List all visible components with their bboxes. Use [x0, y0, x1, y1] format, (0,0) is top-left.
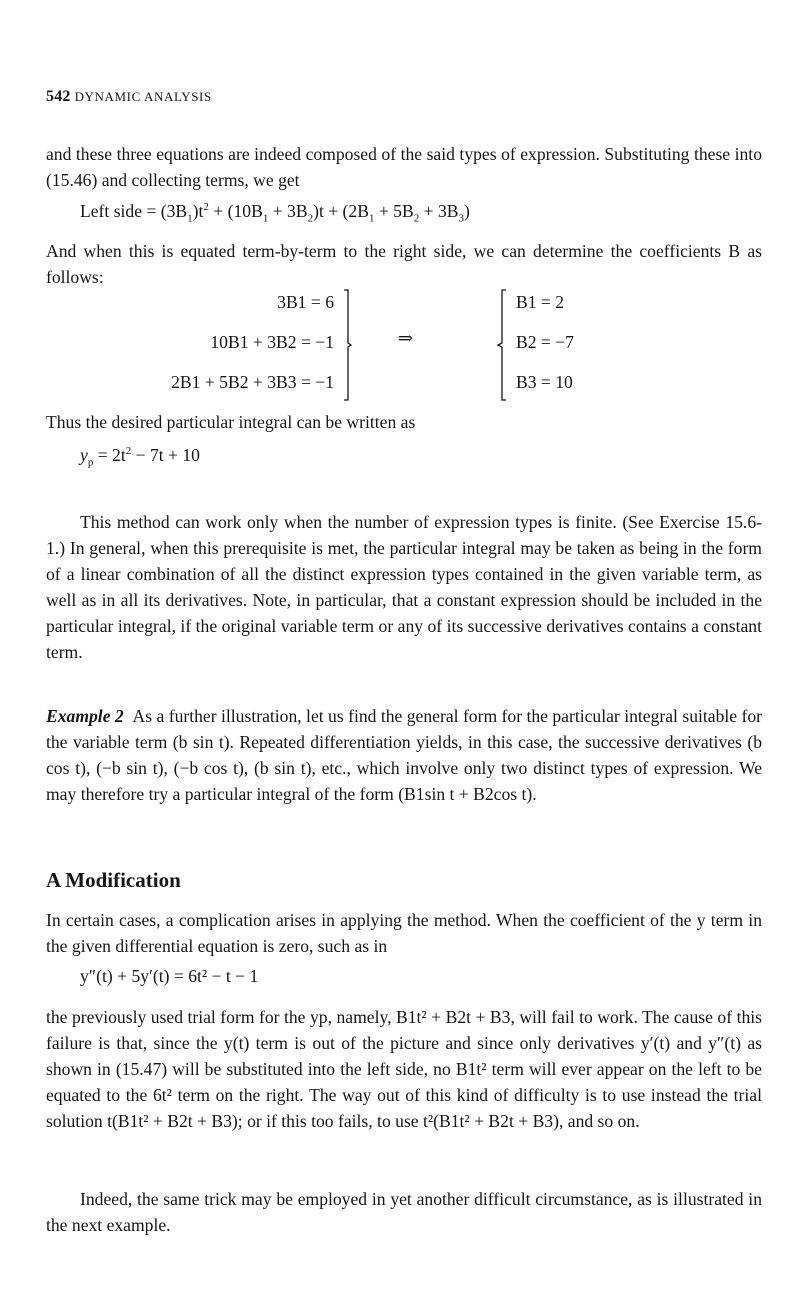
paragraph-4: This method can work only when the number of expression types is finite. (See Exercise 15.6-1.) In general, when this prerequisite is met, the particular integral may be taken as being in the form of a linear combination of all the distinct expression types contained in the given variable term, as well as in all its derivatives. Note, in particular, that a constant expression should be included in the particular integral, if the original variable term or any of its successive derivatives contains a constant term. — [46, 512, 762, 662]
system-right-row-3: B3 = 10 — [516, 372, 573, 392]
system-right-row-1: B1 = 2 — [516, 292, 565, 312]
equation-ode: y″(t) + 5y′(t) = 6t² − t − 1 — [80, 966, 259, 986]
system-left-row-1: 3B1 = 6 — [277, 292, 334, 312]
example-2-label: Example 2 — [46, 706, 124, 726]
section-heading: A Modification — [46, 868, 181, 892]
equation-yp: $y_p = 2t^2 - 7t + 10$ — [80, 445, 200, 469]
paragraph-1: and these three equations are indeed composed of the said types of expression. Substituting these into (15.46) and collecting terms, we get — [46, 144, 762, 190]
paragraph-6: the previously used trial form for the yp, namely, B1t² + B2t + B3, will fail to work. The cause of this failure is that, since the y(t) term is out of the picture and since only derivatives y′(t) and y″(t) as shown in (15.47) will be substituted into the left side, no B1t² term will ever appear on the left to be equated to the 6t² term on the right. The way out of this kind of difficulty is to use instead the trial solution t(B1t² + B2t + B3); or if this too fails, to use t²(B1t² + B2t + B3), and so on. — [46, 1007, 762, 1131]
paragraph-3: Thus the desired particular integral can be written as — [46, 412, 416, 432]
left-brace — [495, 289, 507, 401]
example-2-text: As a further illustration, let us find the general form for the particular integral suitable for the variable term (b sin t). Repeated differentiation yields, in this case, the successive derivatives (b cos t), (−b sin t), (−b cos t), (b sin t), etc., which involve only two distinct types of expression. We may therefore try a particular integral of the form (B1sin t + B2cos t). — [46, 706, 762, 804]
example-2 — [46, 703, 762, 807]
running-title: DYNAMIC ANALYSIS — [74, 89, 212, 104]
implies-arrow: ⇒ — [398, 328, 414, 348]
page-number: 542 — [46, 88, 71, 105]
paragraph-2: And when this is equated term-by-term to the right side, we can determine the coefficients B as follows: — [46, 241, 762, 287]
system-left-row-2: 10B1 + 3B2 = −1 — [210, 332, 334, 352]
right-brace — [344, 289, 352, 401]
system-right-row-2: B2 = −7 — [516, 332, 574, 352]
paragraph-7: Indeed, the same trick may be employed in yet another difficult circumstance, as is illustrated in the next example. — [46, 1189, 762, 1235]
system-left-row-3: 2B1 + 5B2 + 3B3 = −1 — [171, 372, 334, 392]
paragraph-5: In certain cases, a complication arises in applying the method. When the coefficient of the y term in the given differential equation is zero, such as in — [46, 910, 762, 956]
equation-left-side: Left side = $(3B_1)t^2 + (10B_1 + 3B_2)t + (2B_1 + 5B_2 + 3B_3)$ — [80, 201, 470, 225]
page-header — [46, 88, 212, 106]
